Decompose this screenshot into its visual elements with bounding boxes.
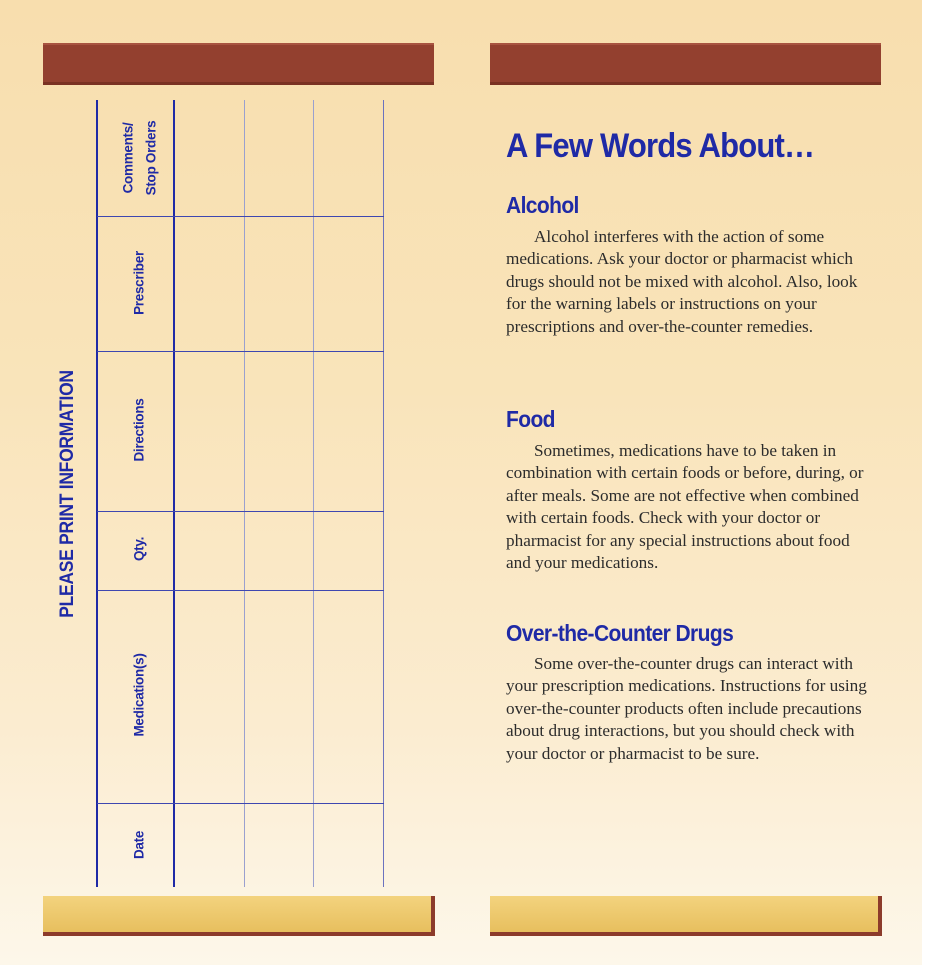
section-body-otc-drugs: Some over-the-counter drugs can interact with your prescription medications. Instructions for using over-the-counter products often include precautions about drug interactions, but you should check with your doctor or pharmacist to be sure.	[506, 654, 867, 763]
column-header-date: Date	[131, 830, 147, 860]
form-row-divider	[97, 511, 384, 512]
column-header-qty: Qty.	[131, 536, 147, 562]
section-heading-alcohol: Alcohol	[506, 193, 579, 219]
section-body-food: Sometimes, medications have to be taken in combination with certain foods or before, during, or after meals. Some are not effective when combined with certain foods. Check with your doctor or pharmacist for any special instructions about food and your medications.	[506, 441, 864, 573]
section-heading-food: Food	[506, 407, 555, 433]
form-row-divider	[97, 590, 384, 591]
please-print-label: PLEASE PRINT INFORMATION	[57, 370, 78, 618]
column-header-directions: Directions	[131, 398, 147, 462]
form-header-divider	[173, 100, 175, 887]
form-right-border	[383, 100, 384, 887]
right-top-banner	[490, 43, 881, 85]
left-bottom-bar	[43, 896, 435, 936]
page-title: A Few Words About…	[506, 126, 815, 165]
section-heading-otc-drugs: Over-the-Counter Drugs	[506, 621, 734, 647]
form-column-line	[313, 100, 314, 887]
form-row-divider	[97, 216, 384, 217]
form-column-line	[244, 100, 245, 887]
left-top-banner	[43, 43, 434, 85]
right-bottom-bar	[490, 896, 882, 936]
column-header-comments: Comments/	[120, 122, 136, 194]
form-row-divider	[97, 351, 384, 352]
form-left-border	[96, 100, 98, 887]
column-header-stop-orders: Stop Orders	[143, 120, 159, 196]
column-header-medications: Medication(s)	[131, 653, 147, 737]
column-header-prescriber: Prescriber	[131, 251, 147, 315]
form-row-divider	[97, 803, 384, 804]
section-body-alcohol: Alcohol interferes with the action of some medications. Ask your doctor or pharmacist which drugs should not be mixed with alcohol. Also, look for the warning labels or instructions on your prescriptions and over-the-counter remedies.	[506, 227, 858, 336]
